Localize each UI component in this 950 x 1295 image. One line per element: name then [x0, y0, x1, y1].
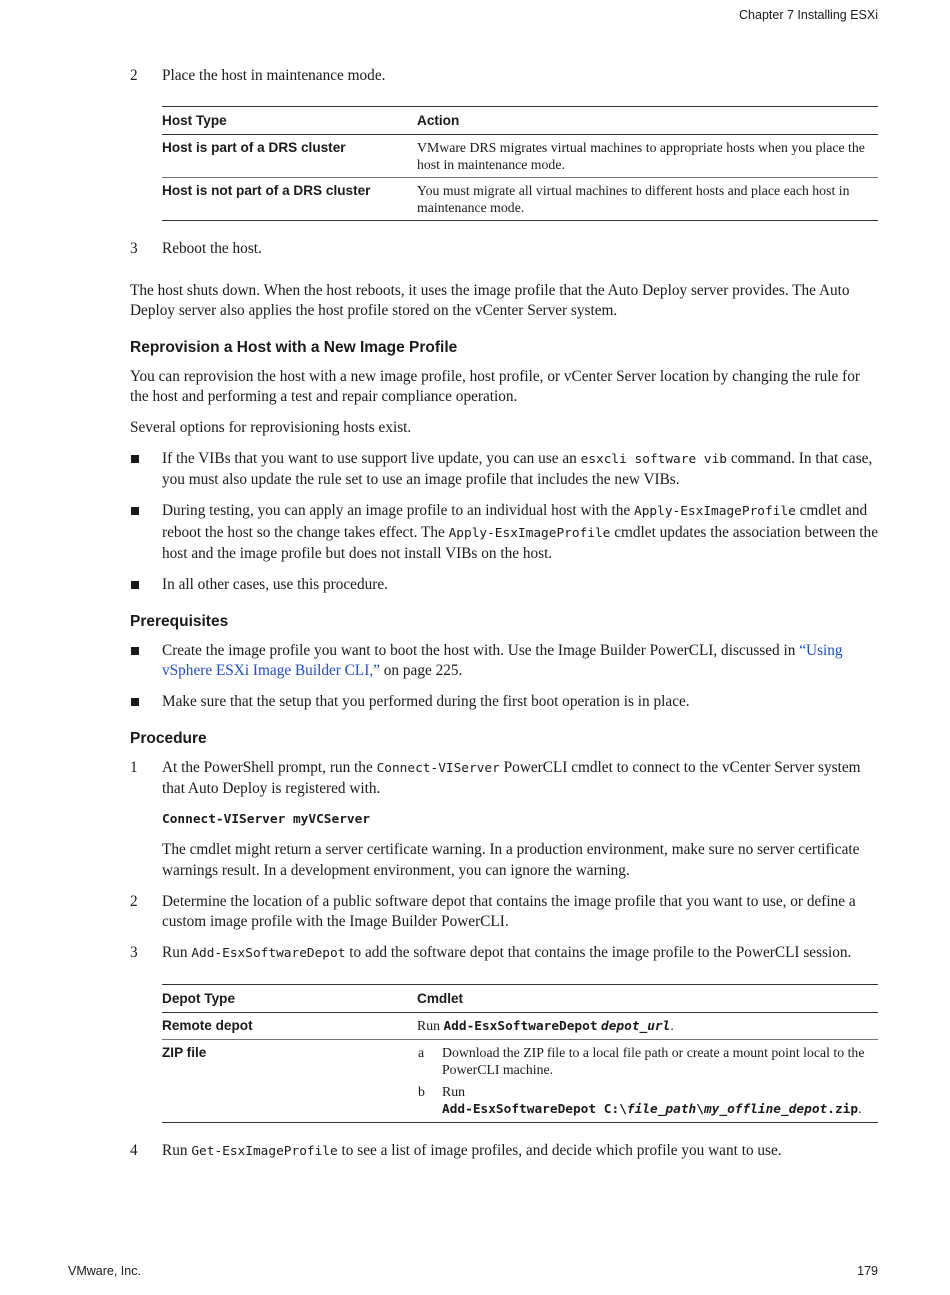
table-row	[162, 135, 878, 178]
sub-step-letter: b	[418, 1084, 425, 1099]
step-number: 1	[130, 758, 138, 776]
list-item: During testing, you can apply an image profile to an individual host with the Apply-EsxImageProfile cmdlet and reboot the host so the change takes effect. The Apply-EsxImageProfile cmdlet updates the association between the host and the image profile but does not install VIBs on the host.	[130, 501, 878, 565]
inline-code: Get-EsxImageProfile	[191, 1144, 338, 1159]
step-text: Place the host in maintenance mode.	[162, 67, 386, 84]
result-paragraph: The host shuts down. When the host reboots, it uses the image profile that the Auto Deploy server provides. The Auto Deploy server also applies the host profile stored on the vCenter Server system.	[130, 281, 850, 319]
prerequisites-heading: Prerequisites	[130, 612, 229, 630]
list-item: Create the image profile you want to boot the host with. Use the Image Builder PowerCLI, discussed in “Using vSphere ESXi Image Builder CLI,” on page 225.	[130, 641, 878, 682]
cross-reference-link[interactable]: “Using vSphere ESXi Image Builder CLI,”	[162, 641, 843, 679]
procedure-heading: Procedure	[130, 729, 207, 747]
page-header: Chapter 7 Installing ESXi	[739, 8, 878, 22]
step-number: 2	[130, 892, 138, 910]
code-block: Connect-VIServer myVCServer	[162, 811, 371, 827]
inline-code: Apply-EsxImageProfile	[448, 525, 611, 541]
step-number: 3	[130, 240, 138, 257]
column-header: Host Type	[162, 106, 417, 135]
action-cell: You must migrate all virtual machines to different hosts and place each host in maintenance mode.	[417, 178, 878, 221]
sub-step-letter: a	[418, 1045, 425, 1060]
step-3	[130, 239, 878, 260]
procedure-step-1: 1 At the PowerShell prompt, run the Connect-VIServer PowerCLI cmdlet to connect to the vCenter Server system that Auto Deploy is registered with. Connect-VIServer myVCServer The cmdlet might return a server certificate warning. In a production environment, make sure no server certificate warnings result. In a development environment, you can ignore the warning.	[130, 758, 878, 882]
step-number: 3	[130, 944, 138, 961]
depot-type-table	[162, 984, 878, 1124]
list-item: If the VIBs that you want to use support live update, you can use an esxcli software vib command. In that case, you must also update the rule set to use an image profile that includes the new VIBs.	[130, 449, 878, 491]
step-2	[130, 66, 878, 87]
footer-company: VMware, Inc.	[68, 1264, 141, 1278]
cmdlet-cell: Run Add-EsxSoftwareDepot depot_url.	[417, 1013, 878, 1040]
page-content	[130, 66, 878, 1163]
host-type-table	[162, 106, 878, 222]
inline-code: Add-EsxSoftwareDepot C:\	[442, 1102, 627, 1117]
step-number: 2	[130, 67, 138, 84]
procedure-step-3: 3 Run Add-EsxSoftwareDepot to add the software depot that contains the image profile to the PowerCLI session.	[130, 943, 878, 965]
procedure-step-4: 4 Run Get-EsxImageProfile to see a list of image profiles, and decide which profile you want to use.	[130, 1141, 878, 1163]
column-header: Depot Type	[162, 984, 417, 1013]
inline-code: Connect-VIServer	[376, 760, 500, 776]
procedure-step-2: 2 Determine the location of a public software depot that contains the image profile that you want to use, or define a custom image profile with the Image Builder PowerCLI.	[130, 892, 856, 930]
inline-code: Add-EsxSoftwareDepot	[191, 946, 346, 961]
step-text: Reboot the host.	[162, 240, 262, 257]
sub-step-b: b Run Add-EsxSoftwareDepot C:\file_path\my_offline_depot.zip.	[418, 1084, 862, 1117]
table-row	[162, 178, 878, 221]
step-number: 4	[130, 1142, 138, 1159]
page-number: 179	[857, 1264, 878, 1278]
options-intro: Several options for reprovisioning hosts exist.	[130, 418, 412, 436]
table-header-row	[162, 984, 878, 1013]
bullet-icon	[131, 647, 139, 655]
bullet-icon	[131, 455, 139, 463]
table-row	[162, 1013, 878, 1040]
table-header-row	[162, 106, 878, 135]
bullet-icon	[131, 698, 139, 706]
bullet-icon	[131, 507, 139, 515]
step-note: The cmdlet might return a server certificate warning. In a production environment, make sure no server certificate warnings result. In a development environment, you can ignore the warning.	[162, 841, 860, 879]
depot-type-cell: ZIP file	[162, 1045, 207, 1060]
sub-step-a: a Download the ZIP file to a local file path or create a mount point local to the PowerCLI machine.	[418, 1045, 865, 1077]
inline-code: esxcli software vib	[580, 451, 727, 467]
depot-type-cell: Remote depot	[162, 1018, 253, 1033]
section-heading: Reprovision a Host with a New Image Profile	[130, 338, 458, 356]
inline-code: Apply-EsxImageProfile	[634, 504, 796, 519]
host-type-cell: Host is part of a DRS cluster	[162, 140, 346, 155]
list-item: Make sure that the setup that you performed during the first boot operation is in place.	[130, 692, 878, 713]
inline-code-arg: depot_url	[601, 1019, 671, 1034]
column-header: Action	[417, 106, 878, 135]
column-header: Cmdlet	[417, 984, 878, 1013]
bullet-icon	[131, 581, 139, 589]
table-row	[162, 1040, 878, 1123]
action-cell: VMware DRS migrates virtual machines to appropriate hosts when you place the host in maintenance mode.	[417, 135, 878, 178]
section-intro: You can reprovision the host with a new image profile, host profile, or vCenter Server location by changing the rule for the host and performing a test and repair compliance operation.	[130, 367, 860, 405]
host-type-cell: Host is not part of a DRS cluster	[162, 183, 371, 198]
cmdlet-cell	[417, 1040, 878, 1123]
list-item: In all other cases, use this procedure.	[130, 575, 878, 596]
inline-code: Add-EsxSoftwareDepot	[443, 1019, 598, 1034]
